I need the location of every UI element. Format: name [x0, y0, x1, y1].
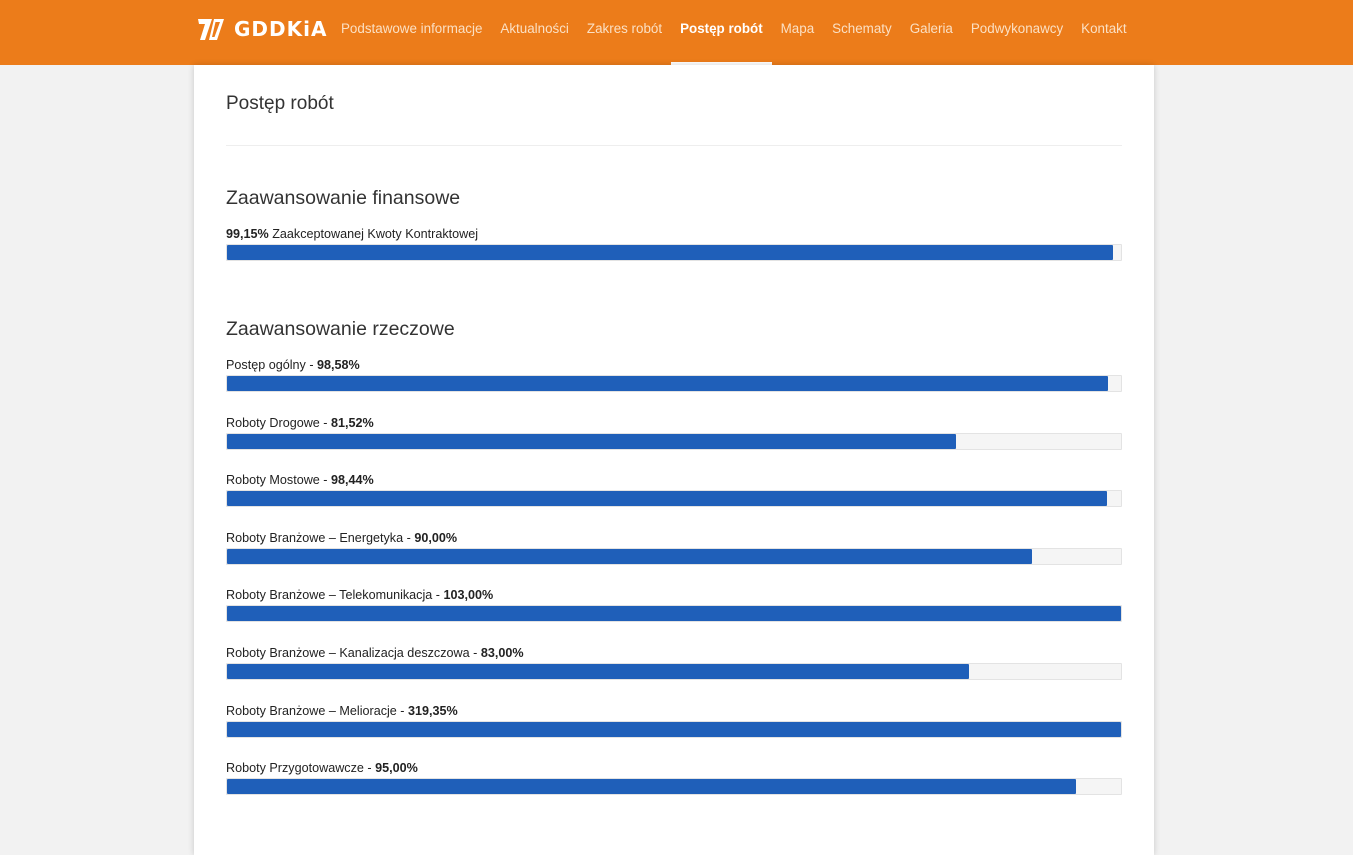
financial-section-title: Zaawansowanie finansowe	[226, 187, 461, 209]
progress-bar-fill	[227, 779, 1076, 794]
progress-bar	[226, 433, 1122, 450]
progress-bar	[226, 721, 1122, 738]
main-nav	[332, 0, 1136, 65]
progress-text: Roboty Mostowe -	[226, 473, 331, 488]
progress-text: Roboty Przygotowawcze -	[226, 761, 376, 776]
progress-row	[226, 530, 1122, 565]
progress-row	[226, 703, 1122, 738]
progress-bar	[226, 244, 1122, 261]
progress-bar-fill	[227, 491, 1107, 506]
progress-bar-fill	[227, 245, 1113, 260]
progress-value: 98,44%	[331, 473, 374, 488]
progress-bar-fill	[227, 549, 1032, 564]
nav-item-7[interactable]: Podwykonawcy	[970, 21, 1064, 36]
progress-label	[226, 472, 1122, 488]
progress-value: 103,00%	[443, 588, 494, 603]
progress-value: 95,00%	[375, 761, 418, 776]
progress-text: Roboty Branżowe – Melioracje -	[226, 703, 408, 718]
top-navigation-bar	[0, 0, 1353, 65]
progress-value: 98,58%	[317, 358, 360, 372]
progress-row	[226, 760, 1122, 795]
progress-value: 319,35%	[408, 703, 458, 718]
progress-text: Roboty Branżowe – Energetyka -	[226, 530, 415, 545]
progress-bar-fill	[227, 664, 969, 679]
content-card	[194, 65, 1154, 855]
progress-text: Postęp ogólny -	[226, 358, 318, 372]
progress-row	[226, 357, 1122, 392]
progress-row	[226, 587, 1122, 622]
gddkia-logo[interactable]	[196, 15, 327, 43]
brand-name: GDDKiA	[234, 17, 328, 41]
physical-section-title: Zaawansowanie rzeczowe	[226, 318, 455, 340]
progress-value: 90,00%	[414, 530, 458, 545]
progress-text: Roboty Drogowe -	[226, 415, 331, 430]
nav-item-2[interactable]: Zakres robót	[586, 21, 663, 36]
nav-item-8[interactable]: Kontakt	[1081, 21, 1127, 36]
nav-item-4[interactable]: Mapa	[780, 21, 815, 36]
progress-bar	[226, 605, 1122, 622]
gddkia-road-icon	[196, 16, 226, 42]
progress-label	[226, 703, 1122, 719]
progress-bar	[226, 490, 1122, 507]
nav-item-6[interactable]: Galeria	[909, 21, 953, 36]
progress-row	[226, 472, 1122, 507]
progress-bar-fill	[227, 722, 1121, 737]
progress-bar	[226, 548, 1122, 565]
progress-label	[226, 226, 1122, 242]
progress-label	[226, 587, 1122, 603]
progress-label	[226, 645, 1122, 661]
nav-item-0[interactable]: Podstawowe informacje	[341, 21, 483, 36]
progress-bar	[226, 778, 1122, 795]
progress-label	[226, 357, 1122, 373]
progress-label	[226, 415, 1122, 431]
progress-text: Zaakceptowanej Kwoty Kontraktowej	[268, 227, 479, 241]
progress-bar-fill	[227, 606, 1121, 621]
progress-value: 81,52%	[331, 415, 374, 430]
progress-bar-fill	[227, 376, 1108, 391]
progress-value: 83,00%	[480, 646, 524, 660]
progress-text: Roboty Branżowe – Kanalizacja deszczowa -	[226, 646, 481, 660]
progress-row	[226, 415, 1122, 450]
progress-bar-fill	[227, 434, 956, 449]
nav-item-1[interactable]: Aktualności	[500, 21, 569, 36]
progress-bar	[226, 375, 1122, 392]
nav-item-5[interactable]: Schematy	[832, 21, 892, 36]
nav-item-3[interactable]: Postęp robót	[671, 0, 772, 65]
progress-label	[226, 760, 1122, 776]
progress-row	[226, 645, 1122, 680]
progress-label	[226, 530, 1122, 546]
progress-row	[226, 226, 1122, 261]
progress-value: 99,15%	[226, 227, 269, 241]
progress-bar	[226, 663, 1122, 680]
divider	[226, 145, 1122, 146]
progress-text: Roboty Branżowe – Telekomunikacja -	[226, 588, 444, 603]
page-title: Postęp robót	[226, 93, 334, 114]
